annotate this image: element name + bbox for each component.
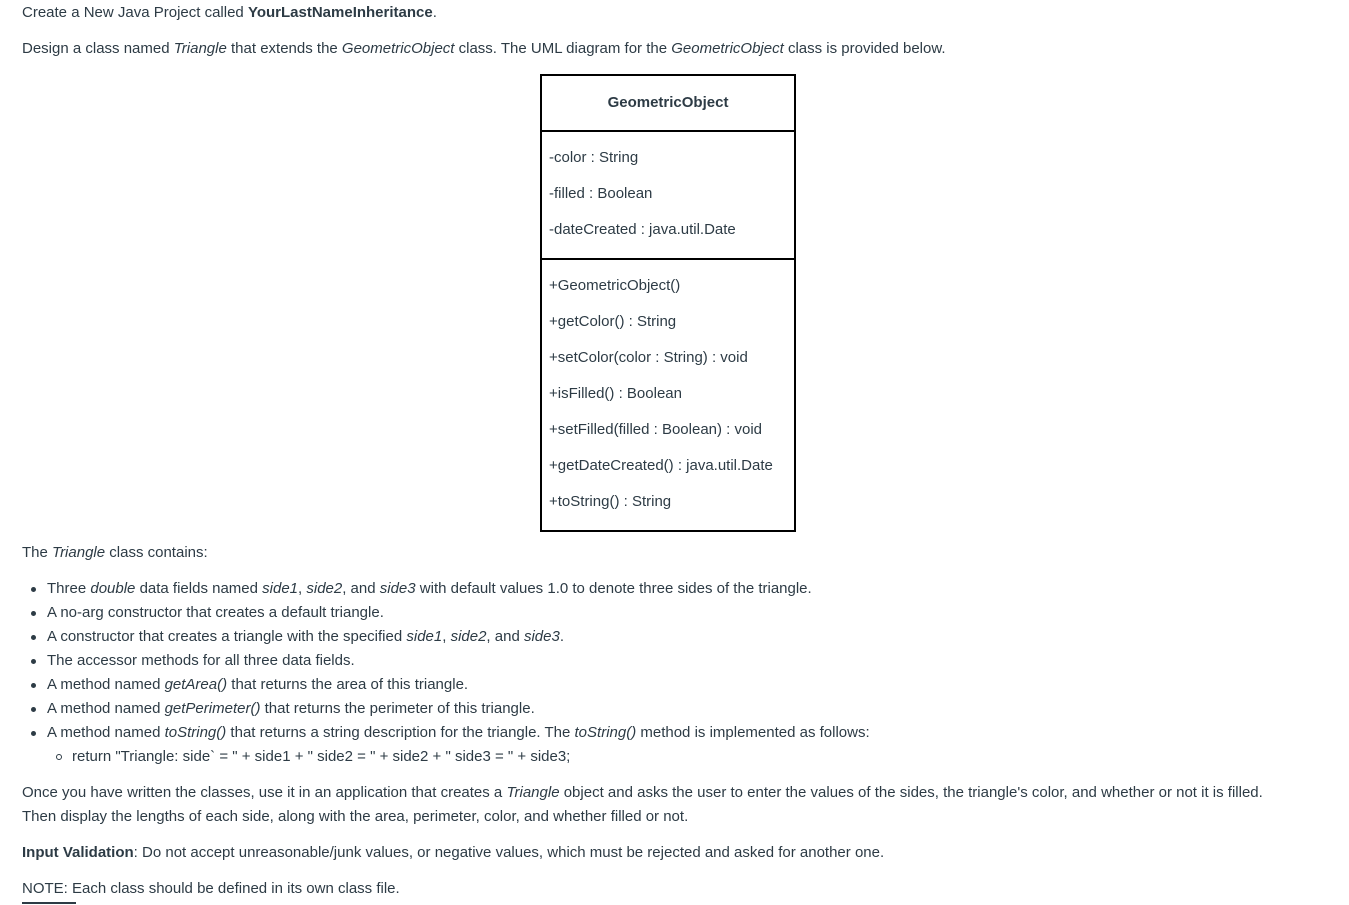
note-line: NOTE: Each class should be defined in its own class file. [22,880,400,897]
list-item: A method named getPerimeter() that returns the perimeter of this triangle. [22,697,870,721]
uml-method: +GeometricObject() [549,277,681,294]
triangle-term: Triangle [506,784,560,801]
uml-methods [542,260,794,530]
geometricobject-term: GeometricObject [671,40,784,57]
list-item: A method named getArea() that returns the area of this triangle. [22,673,870,697]
list-item: A method named toString() that returns a string description for the triangle. The toString() method is implemented as follows: [22,721,870,745]
list-item: Three double data fields named side1, side2, and side3 with default values 1.0 to denote three sides of the triangle. [22,577,870,601]
bullet-icon [31,659,36,664]
divider [22,902,76,904]
intro-line [22,1,437,25]
uml-method: +getDateCreated() : java.util.Date [549,457,773,474]
sub-list-item: return "Triangle: side` = " + side1 + " side2 = " + side2 + " side3 = " + side3; [22,745,870,769]
input-validation-label: Input Validation [22,844,134,861]
uml-field: -filled : Boolean [549,185,653,202]
intro-text: Create a New Java Project called [22,4,248,21]
application-paragraph: Once you have written the classes, use it in an application that creates a Triangle object and asks the user to enter the values of the sides, the triangle's color, and whether or not it is filled. Then display the lengths of each side, along with the area, perimeter, color, and whether filled or not. [22,784,1263,825]
uml-method: +setFilled(filled : Boolean) : void [549,421,763,438]
bullet-icon [31,587,36,592]
bullet-icon [31,731,36,736]
list-item: A no-arg constructor that creates a default triangle. [22,601,870,625]
input-validation-line: Input Validation: Do not accept unreasonable/junk values, or negative values, which must be rejected and asked for another one. [22,844,885,861]
uml-method: +setColor(color : String) : void [549,349,748,366]
requirements-list [22,577,870,769]
project-name: YourLastNameInheritance [247,4,433,21]
design-line: Design a class named Triangle that extends the GeometricObject class. The UML diagram for the GeometricObject class is provided below. [22,40,946,57]
uml-fields [542,132,794,260]
circle-bullet-icon [56,754,62,760]
uml-method: +isFilled() : Boolean [549,385,682,402]
uml-diagram [540,74,796,532]
triangle-term: Triangle [173,40,227,57]
uml-method: +getColor() : String [549,313,677,330]
contains-line: The Triangle class contains: [22,544,208,561]
bullet-icon [31,611,36,616]
list-item: A constructor that creates a triangle with the specified side1, side2, and side3. [22,625,870,649]
uml-method: +toString() : String [549,493,672,510]
bullet-icon [31,707,36,712]
intro-suffix: . [432,4,437,21]
bullet-icon [31,683,36,688]
triangle-term: Triangle [52,544,106,561]
bullet-icon [31,635,36,640]
uml-field: -color : String [549,149,639,166]
geometricobject-term: GeometricObject [341,40,455,57]
uml-class-name: GeometricObject [542,76,794,132]
list-item: The accessor methods for all three data fields. [22,649,870,673]
uml-field: -dateCreated : java.util.Date [549,221,736,238]
